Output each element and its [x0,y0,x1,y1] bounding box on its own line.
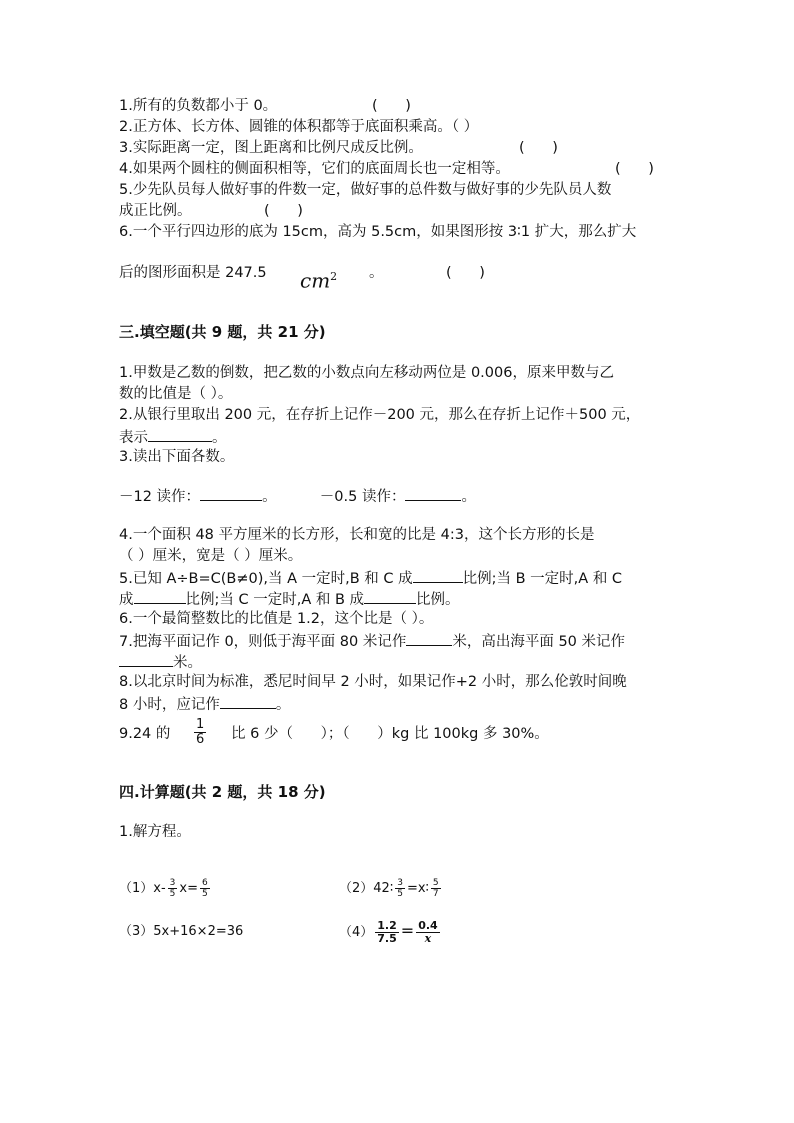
answer-blank[interactable] [413,567,463,583]
answer-blank[interactable] [364,588,416,604]
judge-q5-line1: 5.少先队员每人做好事的件数一定，做好事的总件数与做好事的少先队员人数 [119,182,612,198]
answer-blank[interactable] [406,630,452,646]
answer-blank[interactable] [405,485,461,501]
answer-blank[interactable] [148,426,212,442]
fill-q5-line2: 成 比例;当 C 一定时,A 和 B 成 比例。 [119,588,460,610]
fill-q4-line1: 4.一个面积 48 平方厘米的长方形，长和宽的比是 4:3，这个长方形的长是 [119,527,595,543]
answer-paren: ( ) [372,98,411,114]
equation-1: （1）x- $\frac{3}{5}$ x= $\frac{6}{5}$ [119,878,208,899]
judge-q4: 4.如果两个圆柱的侧面积相等，它们的底面周长也一定相等。 ( ) [119,161,654,177]
calc-q1: 1.解方程。 [119,824,191,840]
answer-paren: ( ) [519,140,558,156]
answer-blank[interactable] [134,588,186,604]
answer-paren: ( ) [446,265,485,281]
fill-q2-line2: 表示 。 [119,426,227,448]
fill-q7-line1: 7.把海平面记作 0，则低于海平面 80 米记作 米，高出海平面 50 米记作 [119,630,625,652]
section-heading-calculation: 四.计算题(共 2 题，共 18 分) [119,783,326,801]
fill-q3: 3.读出下面各数。 [119,449,235,465]
answer-blank[interactable] [200,485,262,501]
fraction-5-7: $\frac{5}{7}$ [432,878,439,899]
fill-q6: 6.一个最简整数比的比值是 1.2，这个比是（ ）。 [119,611,434,627]
equation-2: （2）42∶ $\frac{3}{5}$ =x∶ $\frac{5}{7}$ [339,878,439,899]
fraction-1.2-7.5: $\frac{1.2}{7.5}$ [377,919,397,945]
fill-q8-line2: 8 小时，应记作 。 [119,693,290,715]
answer-blank[interactable] [119,651,173,667]
equation-4: （4） $\frac{1.2}{7.5}$ = $\frac{0.4}{x}$ [339,919,438,945]
judge-q3: 3.实际距离一定，图上距离和比例尺成反比例。 ( ) [119,140,558,156]
judge-q6-line1: 6.一个平行四边形的底为 15cm，高为 5.5cm，如果图形按 3∶1 扩大，那么扩大 [119,224,637,240]
judge-q2: 2.正方体、长方体、圆锥的体积都等于底面积乘高。（ ） [119,119,479,135]
answer-paren: ( ) [264,203,303,219]
fraction-0.4-x: $\frac{0.4}{x}$ [418,919,438,945]
judge-q6-line2: 后的图形面积是 247.5 $cm^2$ 。 ( ) [119,265,485,293]
fraction-3-5: $\frac{3}{5}$ [397,878,403,899]
fill-q1-line2: 数的比值是（ ）。 [119,386,233,402]
equation-3: （3）5x+16×2=36 [119,924,244,939]
fraction-3-5: $\frac{3}{5}$ [169,878,176,899]
fraction-one-sixth: 1 6 [196,717,205,747]
fill-q8-line1: 8.以北京时间为标准，悉尼时间早 2 小时，如果记作+2 小时，那么伦敦时间晚 [119,674,627,690]
fill-q3-items: －12 读作： 。 －0.5 读作： 。 [119,485,476,507]
answer-paren: ( ) [615,161,654,177]
fill-q9: 9.24 的 1 6 比 6 少（ ）；（ ）kg 比 100kg 多 30%。 [119,717,549,747]
fill-q5-line1: 5.已知 A÷B=C(B≠0),当 A 一定时,B 和 C 成 比例;当 B 一定时,A 和 C [119,567,622,589]
judge-q5-line2: 成正比例。 ( ) [119,203,303,219]
fraction-6-5: $\frac{6}{5}$ [201,878,208,899]
answer-blank[interactable] [220,693,276,709]
fill-q7-line2: 米。 [119,651,202,673]
fill-q4-line2: （ ）厘米，宽是（ ）厘米。 [119,548,303,564]
fill-q2-line1: 2.从银行里取出 200 元，在存折上记作－200 元，那么在存折上记作＋500 元， [119,407,641,423]
unit-cm-squared: $cm^2$ [300,268,338,293]
section-heading-fill-blank: 三.填空题(共 9 题，共 21 分) [119,323,326,341]
fill-q1-line1: 1.甲数是乙数的倒数，把乙数的小数点向左移动两位是 0.006，原来甲数与乙 [119,365,614,381]
judge-q1: 1.所有的负数都小于 0。 ( ) [119,98,411,114]
